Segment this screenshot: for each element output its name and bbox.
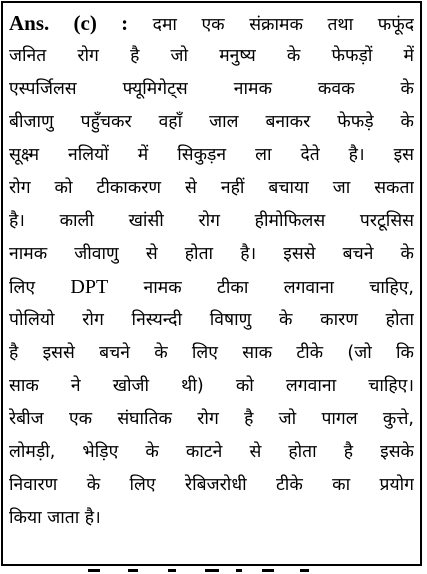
answer-line-5: सूक्ष्म नलियों में सिकुड़न ला देते है। इस xyxy=(9,145,414,165)
answer-line-16: किया जाता है। xyxy=(9,508,101,528)
answer-line-2: जनित रोग है जो मनुष्य के फेफड़ों में xyxy=(9,46,414,66)
vaccine-abbreviation: DPT xyxy=(70,276,109,298)
answer-line-9 xyxy=(9,271,414,304)
answer-box xyxy=(1,1,422,566)
answer-line-6: रोग को टीकाकरण से नहीं बचाया जा सकता xyxy=(9,178,414,198)
answer-line-14: लोमड़ी, भेड़िए के काटने से होता है इसके xyxy=(9,442,414,462)
answer-text: नामक टीका लगवाना चाहिए, xyxy=(108,278,414,298)
answer-line-10: पोलियो रोग निस्यन्दी विषाणु के कारण होता xyxy=(9,310,414,330)
answer-line-11: है इससे बचने के लिए साक टीके (जो कि xyxy=(9,343,414,363)
answer-line-3: एस्पर्जिलस फ्यूमिगेट्स नामक कवक के xyxy=(9,79,414,99)
answer-line-13: रेबीज एक संघातिक रोग है जो पागल कुत्ते, xyxy=(9,409,414,429)
answer-text: दमा एक संक्रामक तथा फफूंद xyxy=(152,15,414,35)
answer-label: Ans. (c) : xyxy=(9,11,129,35)
answer-line-7: है। काली खांसी रोग हीमोफिलस परटूसिस xyxy=(9,211,414,231)
answer-text: लिए xyxy=(9,278,71,298)
answer-line-4: बीजाणु पहुँचकर वहाँ जाल बनाकर फेफड़े के xyxy=(9,112,414,132)
answer-line-8: नामक जीवाणु से होता है। इससे बचने के xyxy=(9,244,414,264)
answer-line-12: साक ने खोजी थी) को लगवाना चाहिए। xyxy=(9,376,414,396)
answer-line-15: निवारण के लिए रेबिजरोधी टीके का प्रयोग xyxy=(9,475,414,495)
cut-off-next-line xyxy=(0,566,427,574)
answer-line-1 xyxy=(9,7,414,40)
